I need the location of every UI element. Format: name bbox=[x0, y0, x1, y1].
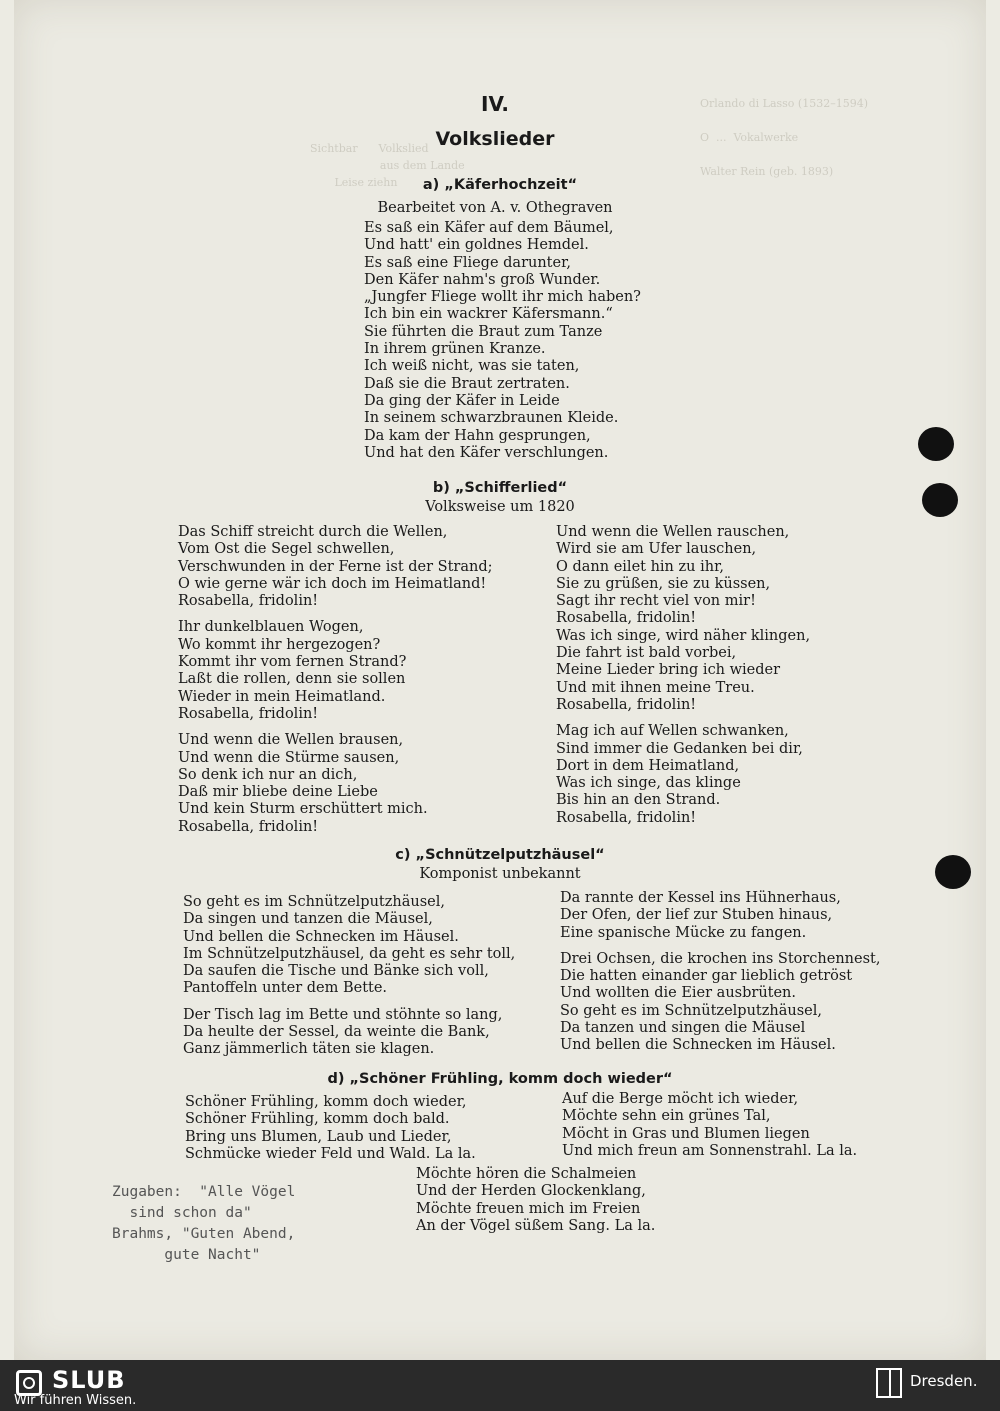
lyric-line: So geht es im Schnützelputzhäusel, bbox=[560, 1002, 822, 1019]
lyric-line: So geht es im Schnützelputzhäusel, bbox=[183, 894, 445, 910]
lyric-line: Möcht in Gras und Blumen liegen bbox=[562, 1125, 810, 1142]
typed-line: Zugaben: "Alle Vögel bbox=[112, 1184, 296, 1200]
typed-line: sind schon da" bbox=[112, 1205, 252, 1221]
lyric-line: Dort in dem Heimatland, bbox=[556, 757, 740, 774]
brand-tagline: Wir führen Wissen. bbox=[14, 1393, 137, 1408]
song-b-heading: b) „Schifferlied“ bbox=[432, 480, 568, 496]
lyric-line bbox=[556, 714, 810, 723]
lyric-line: Drei Ochsen, die krochen ins Storchennest, bbox=[560, 950, 881, 967]
song-d-lyrics-right bbox=[562, 1091, 857, 1160]
lyric-line: Den Käfer nahm's groß Wunder. bbox=[364, 271, 601, 288]
lyric-line: Und bellen die Schnecken im Häusel. bbox=[560, 1037, 836, 1054]
lyric-line: Es saß ein Käfer auf dem Bäumel, bbox=[364, 220, 614, 236]
song-c-lyrics-left bbox=[183, 894, 515, 1059]
lyric-line: Die fahrt ist bald vorbei, bbox=[556, 645, 737, 662]
typed-line: gute Nacht" bbox=[112, 1247, 261, 1263]
lyric-line: O wie gerne wär ich doch im Heimatland! bbox=[178, 575, 487, 592]
lyric-line: Mag ich auf Wellen schwanken, bbox=[556, 723, 789, 740]
song-d-lyrics-bottom bbox=[416, 1166, 655, 1235]
song-a-heading: a) „Käferhochzeit“ bbox=[422, 177, 578, 193]
lyric-line: Daß sie die Braut zertraten. bbox=[364, 375, 570, 392]
lyric-line: Auf die Berge möcht ich wieder, bbox=[562, 1091, 799, 1107]
lyric-line: Rosabella, fridolin! bbox=[178, 593, 319, 610]
lyric-line: In ihrem grünen Kranze. bbox=[364, 341, 546, 358]
section-title: Volkslieder bbox=[435, 128, 555, 150]
lyric-line: Da tanzen und singen die Mäusel bbox=[560, 1020, 806, 1037]
lyric-line: Schöner Frühling, komm doch bald. bbox=[185, 1111, 450, 1128]
lyric-line: Was ich singe, wird näher klingen, bbox=[556, 627, 811, 644]
lyric-line: Verschwunden in der Ferne ist der Strand; bbox=[178, 558, 493, 575]
lyric-line: Schmücke wieder Feld und Wald. La la. bbox=[185, 1145, 476, 1162]
song-d-lyrics-left bbox=[185, 1094, 476, 1163]
lyric-line: Und bellen die Schnecken im Häusel. bbox=[183, 928, 459, 945]
lyric-line: Und hat den Käfer verschlungen. bbox=[364, 444, 609, 461]
typed-line: Brahms, "Guten Abend, bbox=[112, 1226, 296, 1242]
lyric-line: Wieder in mein Heimatland. bbox=[178, 688, 386, 705]
lyric-line: Da heulte der Sessel, da weinte die Bank, bbox=[183, 1024, 490, 1041]
lyric-line: Ganz jämmerlich täten sie klagen. bbox=[183, 1041, 435, 1058]
lyric-line: Ich weiß nicht, was sie taten, bbox=[364, 358, 580, 375]
lyric-line: Sagt ihr recht viel von mir! bbox=[556, 593, 756, 610]
lyric-line: Möchte sehn ein grünes Tal, bbox=[562, 1108, 771, 1125]
lyric-line: In seinem schwarzbraunen Kleide. bbox=[364, 410, 619, 427]
lyric-line: Bis hin an den Strand. bbox=[556, 792, 721, 809]
lyric-line: Sie führten die Braut zum Tanze bbox=[364, 323, 603, 340]
lyric-line: „Jungfer Fliege wollt ihr mich haben? bbox=[364, 289, 641, 306]
lyric-line bbox=[178, 723, 493, 732]
bleed-through-left: Sichtbar Volkslied aus dem Lande Leise ziehn bbox=[310, 142, 465, 189]
lyric-line: Wo kommt ihr hergezogen? bbox=[178, 636, 381, 653]
binding-hole bbox=[918, 427, 954, 461]
typed-encore-note bbox=[112, 1182, 295, 1266]
lyric-line: Eine spanische Mücke zu fangen. bbox=[560, 924, 807, 941]
lyric-line bbox=[178, 610, 493, 619]
lyric-line: Möchte hören die Schalmeien bbox=[416, 1166, 637, 1182]
song-c-lyrics-right bbox=[560, 890, 880, 1055]
brand-name: SLUB bbox=[52, 1366, 126, 1394]
lyric-line: Im Schnützelputzhäusel, da geht es sehr toll, bbox=[183, 945, 516, 962]
lyric-line: Ich bin ein wackrer Käfersmann.“ bbox=[364, 306, 613, 323]
lyric-line bbox=[183, 998, 515, 1007]
lyric-line: Und kein Sturm erschüttert mich. bbox=[178, 801, 428, 818]
lyric-line: Rosabella, fridolin! bbox=[178, 705, 319, 722]
lyric-line: Rosabella, fridolin! bbox=[178, 818, 319, 835]
binding-hole bbox=[935, 855, 971, 889]
lyric-line: Möchte freuen mich im Freien bbox=[416, 1200, 641, 1217]
lyric-line bbox=[560, 942, 880, 951]
song-a-subtitle: Bearbeitet von A. v. Othegraven bbox=[377, 200, 613, 216]
song-c-heading: c) „Schnützelputzhäusel“ bbox=[395, 847, 605, 863]
lyric-line: Vom Ost die Segel schwellen, bbox=[178, 541, 395, 558]
lyric-line: Ihr dunkelblauen Wogen, bbox=[178, 619, 364, 636]
lyric-line: Da kam der Hahn gesprungen, bbox=[364, 427, 591, 444]
lyric-line: Meine Lieder bring ich wieder bbox=[556, 662, 781, 679]
lyric-line: Rosabella, fridolin! bbox=[556, 610, 697, 627]
lyric-line: Sind immer die Gedanken bei dir, bbox=[556, 740, 803, 757]
lyric-line: Es saß eine Fliege darunter, bbox=[364, 254, 572, 271]
lyric-line: Da ging der Käfer in Leide bbox=[364, 392, 560, 409]
lyric-line: Und der Herden Glockenklang, bbox=[416, 1183, 646, 1200]
lyric-line: Da saufen die Tische und Bänke sich voll, bbox=[183, 963, 489, 980]
lyric-line: Kommt ihr vom fernen Strand? bbox=[178, 654, 407, 671]
footer-bar bbox=[0, 1360, 1000, 1411]
dresden-coat-of-arms-icon bbox=[876, 1368, 902, 1398]
lyric-line: Und mich freun am Sonnenstrahl. La la. bbox=[562, 1142, 858, 1159]
lyric-line: Schöner Frühling, komm doch wieder, bbox=[185, 1094, 467, 1110]
song-b-lyrics-right bbox=[556, 524, 810, 827]
song-d-heading: d) „Schöner Frühling, komm doch wieder“ bbox=[327, 1071, 673, 1087]
lyric-line: Das Schiff streicht durch die Wellen, bbox=[178, 524, 448, 540]
binding-hole bbox=[922, 483, 958, 517]
lyric-line: Und wenn die Stürme sausen, bbox=[178, 749, 400, 766]
lyric-line: Der Ofen, der lief zur Stuben hinaus, bbox=[560, 907, 833, 924]
song-c-subtitle: Komponist unbekannt bbox=[419, 866, 581, 882]
lyric-line: Die hatten einander gar lieblich getröst bbox=[560, 968, 853, 985]
lyric-line: Sie zu grüßen, sie zu küssen, bbox=[556, 575, 771, 592]
song-a-lyrics bbox=[364, 220, 641, 462]
lyric-line: An der Vögel süßem Sang. La la. bbox=[416, 1217, 656, 1234]
lyric-line: Da rannte der Kessel ins Hühnerhaus, bbox=[560, 890, 841, 906]
lyric-line: So denk ich nur an dich, bbox=[178, 766, 358, 783]
lyric-line: Der Tisch lag im Bette und stöhnte so lang, bbox=[183, 1006, 503, 1023]
lyric-line: Da singen und tanzen die Mäusel, bbox=[183, 911, 433, 928]
lyric-line: Und wenn die Wellen brausen, bbox=[178, 732, 404, 749]
city-name: Dresden. bbox=[910, 1372, 978, 1390]
bleed-through-right: Orlando di Lasso (1532–1594) O ... Vokalwerke Walter Rein (geb. 1893) bbox=[700, 97, 868, 178]
lyric-line: Was ich singe, das klinge bbox=[556, 775, 741, 792]
lyric-line: Und hatt' ein goldnes Hemdel. bbox=[364, 237, 589, 254]
song-b-subtitle: Volksweise um 1820 bbox=[425, 499, 575, 515]
lyric-line: Und mit ihnen meine Treu. bbox=[556, 679, 755, 696]
section-number: IV. bbox=[481, 92, 509, 116]
lyric-line: Rosabella, fridolin! bbox=[556, 696, 697, 713]
song-b-lyrics-left bbox=[178, 524, 493, 836]
lyric-line: Pantoffeln unter dem Bette. bbox=[183, 980, 388, 997]
lyric-line: Und wollten die Eier ausbrüten. bbox=[560, 985, 797, 1002]
lyric-line: Wird sie am Ufer lauschen, bbox=[556, 541, 757, 558]
lyric-line: Daß mir bliebe deine Liebe bbox=[178, 784, 378, 801]
lyric-line: O dann eilet hin zu ihr, bbox=[556, 558, 725, 575]
lyric-line: Rosabella, fridolin! bbox=[556, 809, 697, 826]
lyric-line: Bring uns Blumen, Laub und Lieder, bbox=[185, 1128, 452, 1145]
lyric-line: Laßt die rollen, denn sie sollen bbox=[178, 671, 406, 688]
lyric-line: Und wenn die Wellen rauschen, bbox=[556, 524, 790, 540]
